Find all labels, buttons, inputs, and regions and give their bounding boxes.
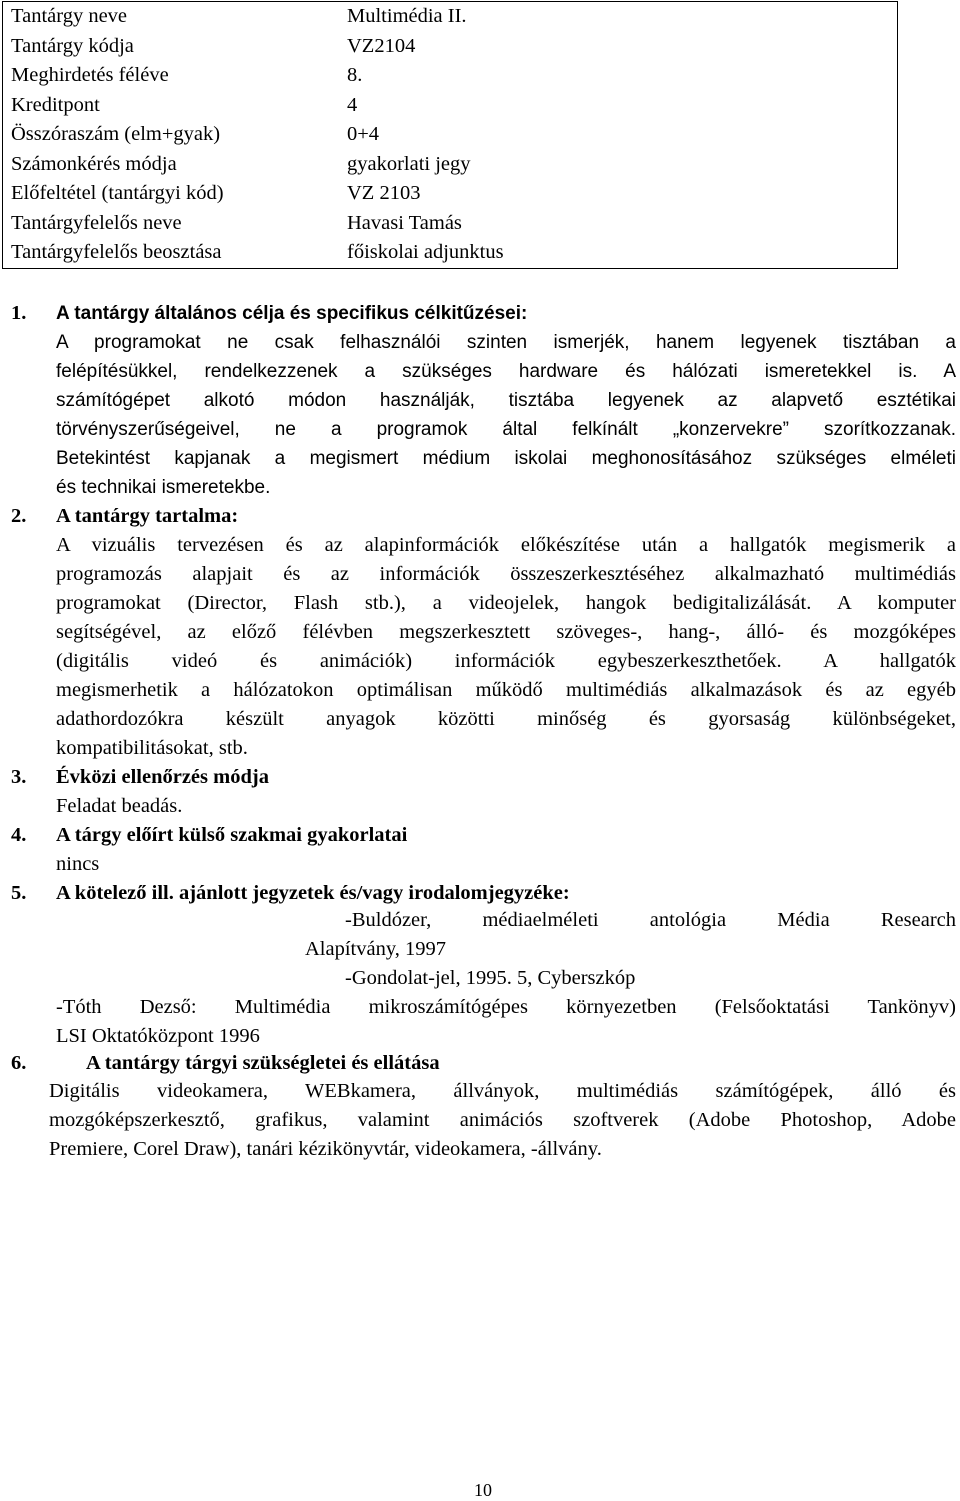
info-label: Számonkérés módja — [11, 153, 177, 175]
section-title: Évközi ellenőrzés módja — [56, 766, 269, 788]
section-text-line: Digitális videokamera, WEBkamera, állványok, multimédiás számítógépek, álló és — [49, 1080, 956, 1102]
section-text-line: Betekintést kapjanak a megismert médium iskolai meghonosításához szükséges elméleti — [56, 448, 956, 469]
info-value: Havasi Tamás — [347, 212, 462, 234]
section-text-line: A programokat ne csak felhasználói szinten ismerjék, hanem legyenek tisztában a — [56, 332, 956, 353]
section-number: 6. — [11, 1052, 27, 1074]
section-text-line: programozás alapjait és az információk összeszerkesztéséhez alkalmazható multimédiás — [56, 563, 956, 585]
info-value: Multimédia II. — [347, 5, 467, 27]
info-value: VZ 2103 — [347, 182, 421, 204]
section-text-line: felépítésükkel, rendelkezzenek a szükséges hardware és hálózati ismeretekkel is. A — [56, 361, 956, 382]
section-title: A tárgy előírt külső szakmai gyakorlatai — [56, 824, 408, 846]
section-title: A tantárgy tárgyi szükségletei és ellátása — [86, 1052, 440, 1074]
section-text-line: nincs — [56, 853, 100, 875]
info-label: Összóraszám (elm+gyak) — [11, 123, 221, 145]
info-label: Előfeltétel (tantárgyi kód) — [11, 182, 224, 204]
section-number: 2. — [11, 505, 27, 527]
section-title: A kötelező ill. ajánlott jegyzetek és/vagy irodalomjegyzéke: — [56, 882, 570, 904]
page-number: 10 — [474, 1480, 492, 1500]
info-value: 4 — [347, 94, 358, 116]
reference-line: -Tóth Dezső: Multimédia mikroszámítógépes környezetben (Felsőoktatási Tankönyv) — [56, 996, 956, 1018]
info-value: gyakorlati jegy — [347, 153, 471, 175]
section-text-line: A vizuális tervezésen és az alapinformációk előkészítése után a hallgatók megismerik a — [56, 534, 956, 556]
section-text-line: (digitális videó és animációk) információk egybeszerkeszthetőek. A hallgatók — [56, 650, 956, 672]
section-text-line: programokat (Director, Flash stb.), a videojelek, hangok bedigitalizálását. A komputer — [56, 592, 956, 614]
section-text-line: adathordozókra készült anyagok közötti minőség és gyorsaság különbségeket, — [56, 708, 956, 730]
info-value: főiskolai adjunktus — [347, 241, 504, 263]
info-value: 8. — [347, 64, 363, 86]
section-text-line: Premiere, Corel Draw), tanári kézikönyvtár, videokamera, -állvány. — [49, 1138, 602, 1160]
section-text-line: segítségével, az előző félévben megszerkesztett szöveges-, hang-, álló- és mozgóképes — [56, 621, 956, 643]
info-value: VZ2104 — [347, 35, 416, 57]
section-number: 3. — [11, 766, 27, 788]
section-title: A tantárgy tartalma: — [56, 505, 239, 527]
info-label: Tantárgyfelelős beosztása — [11, 241, 222, 263]
reference-line: -Buldózer, médiaelméleti antológia Média Research — [345, 909, 956, 931]
info-label: Kreditpont — [11, 94, 100, 116]
section-text-line: törvényszerűségeivel, ne a programok által felkínált „konzervekre” szorítkozzanak. — [56, 419, 956, 440]
section-text-line: kompatibilitásokat, stb. — [56, 737, 248, 759]
info-label: Tantárgy neve — [11, 5, 128, 27]
section-text-line: és technikai ismeretekbe. — [56, 477, 271, 498]
section-number: 1. — [11, 302, 27, 324]
reference-line: LSI Oktatóközpont 1996 — [56, 1025, 260, 1047]
section-number: 5. — [11, 882, 27, 904]
section-text-line: mozgóképszerkesztő, grafikus, valamint animációs szoftverek (Adobe Photoshop, Adobe — [49, 1109, 956, 1131]
section-number: 4. — [11, 824, 27, 846]
info-label: Tantárgy kódja — [11, 35, 134, 57]
reference-line: -Gondolat-jel, 1995. 5, Cyberszkóp — [345, 967, 636, 989]
section-text-line: megismerhetik a hálózatokon optimálisan működő multimédiás alkalmazások és az egyéb — [56, 679, 956, 701]
info-label: Tantárgyfelelős neve — [11, 212, 182, 234]
section-text-line: számítógépet alkotó módon használják, tisztába legyenek az alapvető esztétikai — [56, 390, 956, 411]
reference-line: Alapítvány, 1997 — [305, 938, 447, 960]
section-title: A tantárgy általános célja és specifikus célkitűzései: — [56, 303, 528, 324]
section-text-line: Feladat beadás. — [56, 795, 183, 817]
info-value: 0+4 — [347, 123, 380, 145]
course-info-table — [2, 1, 898, 269]
info-label: Meghirdetés féléve — [11, 64, 169, 86]
